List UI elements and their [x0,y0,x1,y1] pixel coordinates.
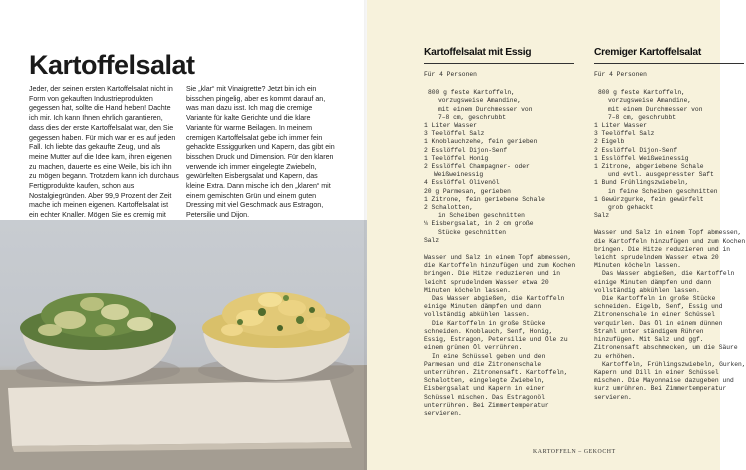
left-page [0,0,367,470]
ingredient: 4 Esslöffel Olivenöl [424,179,500,187]
ingredient: 1 Liter Wasser [594,122,647,130]
recipe-vinegar [424,47,576,418]
ingredient: 2 Eigelb [594,138,625,146]
ingredient: 1 Teelöffel Honig [424,154,489,162]
ingredient: mit einem Durchmesser von [608,105,703,113]
servings: Für 4 Personen [594,71,647,78]
ingredient: in Scheiben geschnitten [438,212,525,220]
method-step: Die Kartoffeln in große Stücke schneiden. Eigelb, Senf, Essig und Zitronenschale in einer Schüssel verquirlen. Das Öl in einem dünnen Strahl unter ständigem Rühren hinzufügen. Mit Salz und ggf. Zitronensaft abschmecken, um die Säure zu erhöhen. [594,295,738,360]
title-rule [424,63,574,64]
ingredient: Salz [424,236,440,244]
ingredient: 7–8 cm, geschrubbt [608,113,677,121]
intro-paragraph: Jeder, der seinen ersten Kartoffelsalat nicht in Form von gekauften Industrieprodukten gegessen hat, sollte die Hand heben! Dachte ich mir. Ich kann Ihnen ehrlich garantieren, dass dies der erste Kartoffelsalat war, den Sie gegessen haben. Für mich war er es auf jeden Fall. Ich liebte das gekaufte Zeug, und als meine Mutter auf die Idee kam, ihren eigenen zu machen, dauerte es eine Weile, bis ich ihn zu mögen begann. Trotzdem kann ich durchaus Fertigprodukte kaufen, schon aus Nostalgiegründen. Aber 99,9 Prozent der Zeit mache ich meinen eigenen. Kartoffelsalat ist ein echter Knaller. Mögen Sie es cremig mit [29,85,179,220]
method-step: Das Wasser abgießen, die Kartoffeln einige Minuten dämpfen und dann vollständig abkühlen lassen. [424,295,565,319]
recipe-title: Kartoffelsalat mit Essig [424,47,532,58]
ingredient: grob gehackt [608,204,654,212]
ingredient: 1 Zitrone, fein geriebene Schale [424,195,545,203]
ingredient: ¼ Eisbergsalat, in 2 cm große [424,220,534,228]
page-title: Kartoffelsalat [29,50,195,80]
ingredient: 7–8 cm, geschrubbt [438,113,507,121]
intro-paragraph: Sie „klar“ mit Vinaigrette? Jetzt bin ich ein bisschen pingelig, aber es kommt darauf an, was man dazu isst. Ich mag die cremige Variante für kalte Gerichte und die klare Variante für warme Beilagen. In meinem cremigen Kartoffelsalat gebe ich immer fein gehackte Essiggurken und Kapern, das gibt ein bisschen Druck und Dimension. Für den klaren verwende ich immer eingelegte Zwiebeln, gewürfelten Eisbergsalat und Kapern, das kleine Extra. Dann mische ich den „klaren“ mit einem gemischten Grün und einem guten Dressing mit viel Geschmack aus Estragon, Petersilie und Dijon. [186,85,335,220]
ingredient: Salz [594,212,610,220]
ingredient: 3 Teelöffel Salz [594,130,655,138]
ingredient: 3 Teelöffel Salz [424,130,485,138]
ingredient: 20 g Parmesan, gerieben [424,187,511,195]
method-step: Wasser und Salz in einem Topf abmessen, die Kartoffeln hinzufügen und zum Kochen bringen. Die Hitze reduzieren und in leicht sprudelndem Wasser etwa 20 Minuten köcheln lassen. [424,254,576,294]
method-step: Die Kartoffeln in große Stücke schneiden. Knoblauch, Senf, Honig, Essig, Estragon, Petersilie und Öle zu einem grünen Öl verrühren. [424,319,568,352]
method-step: Das Wasser abgießen, die Kartoffeln einige Minuten dämpfen und dann vollständig abkühlen lassen. [594,270,735,294]
ingredient: 800 g feste Kartoffeln, [428,89,515,97]
ingredient: 2 Schalotten, [424,204,474,212]
ingredient: 1 Liter Wasser [424,122,477,130]
title-rule [594,63,744,64]
ingredient: in feine Scheiben geschnitten [608,187,718,195]
ingredient: vorzugsweise Amandine, [438,97,522,105]
ingredient: vorzugsweise Amandine, [608,97,692,105]
intro-column-1 [29,85,179,231]
ingredient: Weißweinessig [434,171,484,179]
ingredient: 1 Esslöffel Weißweinessig [594,154,689,162]
ingredient: 1 Gewürzgurke, fein gewürfelt [594,195,704,203]
ingredient: 2 Esslöffel Dijon-Senf [594,146,678,154]
ingredient: 1 Bund Frühlingszwiebeln, [594,179,689,187]
ingredient-list [594,89,746,220]
ingredient-list [424,89,576,245]
method-step: Wasser und Salz in einem Topf abmessen, die Kartoffeln hinzufügen und zum Kochen bringen. Die Hitze reduzieren und in leicht sprudelndem Wasser etwa 20 Minuten köcheln lassen. [594,229,746,270]
cutting-board [8,380,350,446]
method-step: In eine Schüssel geben und den Parmesan und die Zitronenschale unterrühren. Zitronensaft. Kartoffeln, Schalotten, eingelegte Zwiebeln, Eisbergsalat und Kapern in einer Schüssel mischen. Das Estragonöl unterrühren. Bei Zimmertemperatur servieren. [424,352,568,417]
potato-salad-photo [0,220,367,470]
method [594,229,746,401]
ingredient: Stücke geschnitten [438,228,507,236]
ingredient: 2 Esslöffel Champagner- oder [424,163,530,171]
recipe-creamy [594,47,746,402]
ingredient: 1 Knoblauchzehe, fein gerieben [424,138,538,146]
recipe-title: Cremiger Kartoffelsalat [594,47,701,58]
ingredient: und evtl. ausgepresster Saft [608,171,714,179]
ingredient: 1 Zitrone, abgeriebene Schale [594,163,704,171]
running-footer: KARTOFFELN – GEKOCHT [533,449,616,455]
ingredient: mit einem Durchmesser von [438,105,533,113]
method [424,254,576,418]
ingredient: 2 Esslöffel Dijon-Senf [424,146,508,154]
method-step: Kartoffeln, Frühlingszwiebeln, Gurken, Kapern und Dill in einer Schüssel mischen. Die Mayonnaise dazugeben und kurz umrühren. Bei Zimmertemperatur servieren. [594,360,746,401]
photo-illustration [0,220,367,470]
servings: Für 4 Personen [424,71,477,78]
ingredient: 800 g feste Kartoffeln, [598,89,685,97]
